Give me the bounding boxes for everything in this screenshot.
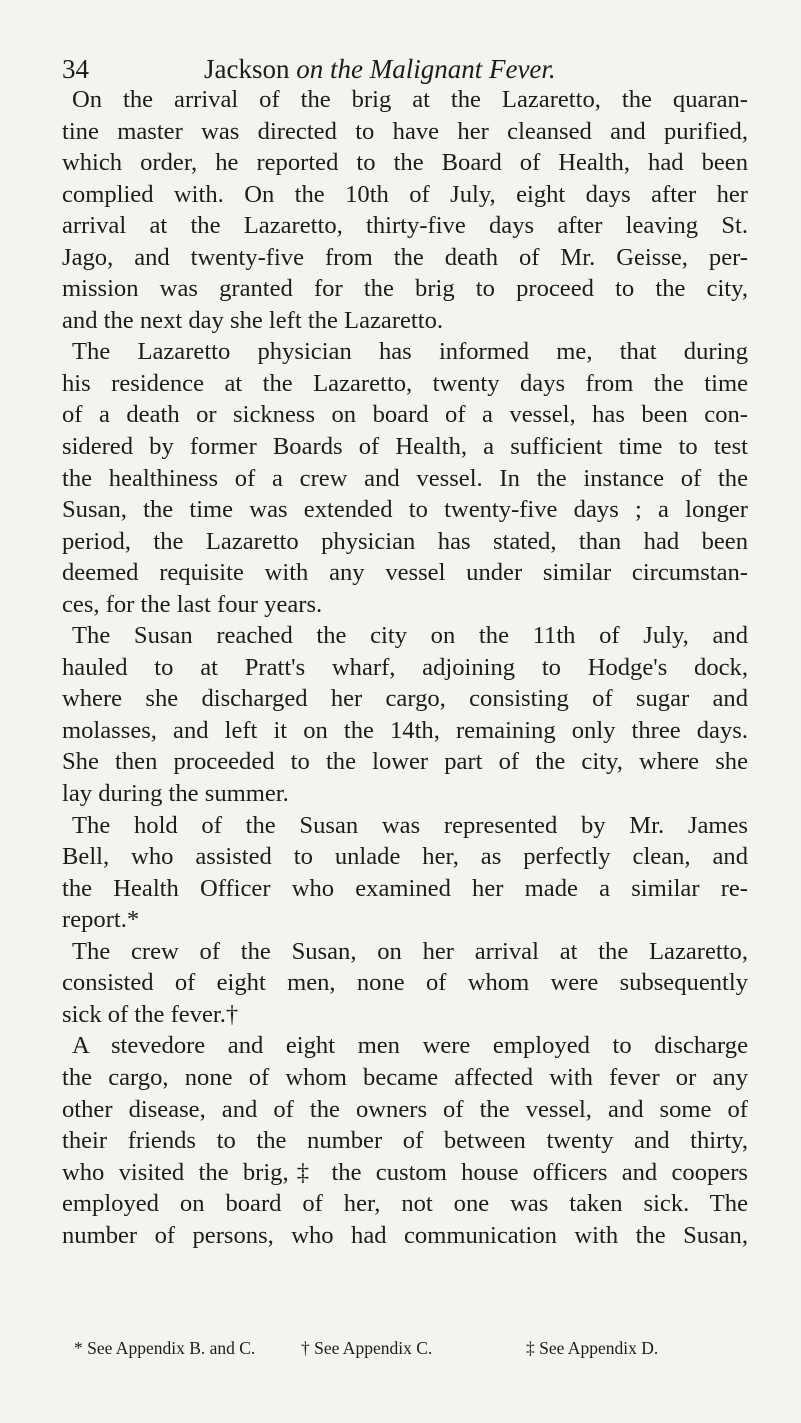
text-line: employed on board of her, not one was taken sick. The	[62, 1190, 748, 1218]
running-head	[62, 52, 762, 86]
text-line: The crew of the Susan, on her arrival at the Lazaretto,	[72, 937, 748, 965]
text-line: mission was granted for the brig to proceed to the city,	[62, 275, 748, 303]
body-text	[62, 84, 748, 1251]
text-line: The Lazaretto physician has informed me, that during	[72, 338, 748, 366]
paragraph	[62, 1030, 748, 1251]
text-line: the healthiness of a crew and vessel. In the instance of the	[62, 464, 748, 492]
text-line: lay during the summer.	[62, 780, 289, 808]
text-line: tine master was directed to have her cleansed and purified,	[62, 117, 748, 145]
text-line: the Health Officer who examined her made a similar re-	[62, 874, 748, 902]
text-line: number of persons, who had communication with the Susan,	[62, 1221, 748, 1249]
running-title-subject: on the Malignant Fever.	[296, 54, 556, 84]
text-line: period, the Lazaretto physician has stated, than had been	[62, 527, 748, 555]
text-line: Susan, the time was extended to twenty-five days ; a longer	[62, 496, 748, 524]
text-line: complied with. On the 10th of July, eight days after her	[62, 180, 748, 208]
text-line: sick of the fever.†	[62, 1000, 239, 1028]
footnote-2: † See Appendix C.	[301, 1338, 433, 1358]
text-line: who visited the brig,‡ the custom house officers and coopers	[62, 1158, 748, 1186]
text-line: where she discharged her cargo, consisting of sugar and	[62, 685, 748, 713]
text-line: Jago, and twenty-five from the death of Mr. Geisse, per-	[62, 243, 748, 271]
text-line: his residence at the Lazaretto, twenty days from the time	[62, 369, 748, 397]
text-line: report.*	[62, 906, 140, 934]
text-line: consisted of eight men, none of whom were subsequently	[62, 969, 748, 997]
page-number: 34	[62, 54, 89, 84]
running-title	[204, 52, 556, 86]
text-line: sidered by former Boards of Health, a sufficient time to test	[62, 433, 748, 461]
footnote-1: * See Appendix B. and C.	[74, 1338, 256, 1358]
text-line: and the next day she left the Lazaretto.	[62, 306, 444, 334]
running-title-author: Jackson	[204, 54, 290, 84]
paragraph	[62, 936, 748, 1031]
text-line: The Susan reached the city on the 11th of July, and	[72, 622, 748, 650]
text-line: their friends to the number of between twenty and thirty,	[62, 1127, 748, 1155]
text-line: On the arrival of the brig at the Lazaretto, the quaran-	[72, 86, 748, 113]
text-line: deemed requisite with any vessel under similar circumstan-	[62, 559, 748, 587]
text-line: hauled to at Pratt's wharf, adjoining to Hodge's dock,	[62, 653, 748, 681]
text-line: A stevedore and eight men were employed to discharge	[72, 1032, 748, 1060]
text-line: ces, for the last four years.	[62, 590, 323, 618]
text-line: arrival at the Lazaretto, thirty-five days after leaving St.	[62, 212, 748, 240]
text-line: Bell, who assisted to unlade her, as perfectly clean, and	[62, 843, 748, 871]
paragraph	[62, 810, 748, 936]
text-line: of a death or sickness on board of a vessel, has been con-	[62, 401, 748, 429]
paragraph	[62, 336, 748, 620]
text-line: which order, he reported to the Board of Health, had been	[62, 149, 748, 177]
text-line: She then proceeded to the lower part of the city, where she	[62, 748, 748, 776]
footnote-3: ‡ See Appendix D.	[526, 1338, 659, 1358]
text-line: The hold of the Susan was represented by Mr. James	[72, 811, 748, 839]
paragraph	[62, 620, 748, 809]
text-line: the cargo, none of whom became affected with fever or any	[62, 1063, 748, 1091]
paragraph	[62, 84, 748, 336]
text-line: other disease, and of the owners of the vessel, and some of	[62, 1095, 748, 1123]
text-line: molasses, and left it on the 14th, remaining only three days.	[62, 716, 748, 744]
